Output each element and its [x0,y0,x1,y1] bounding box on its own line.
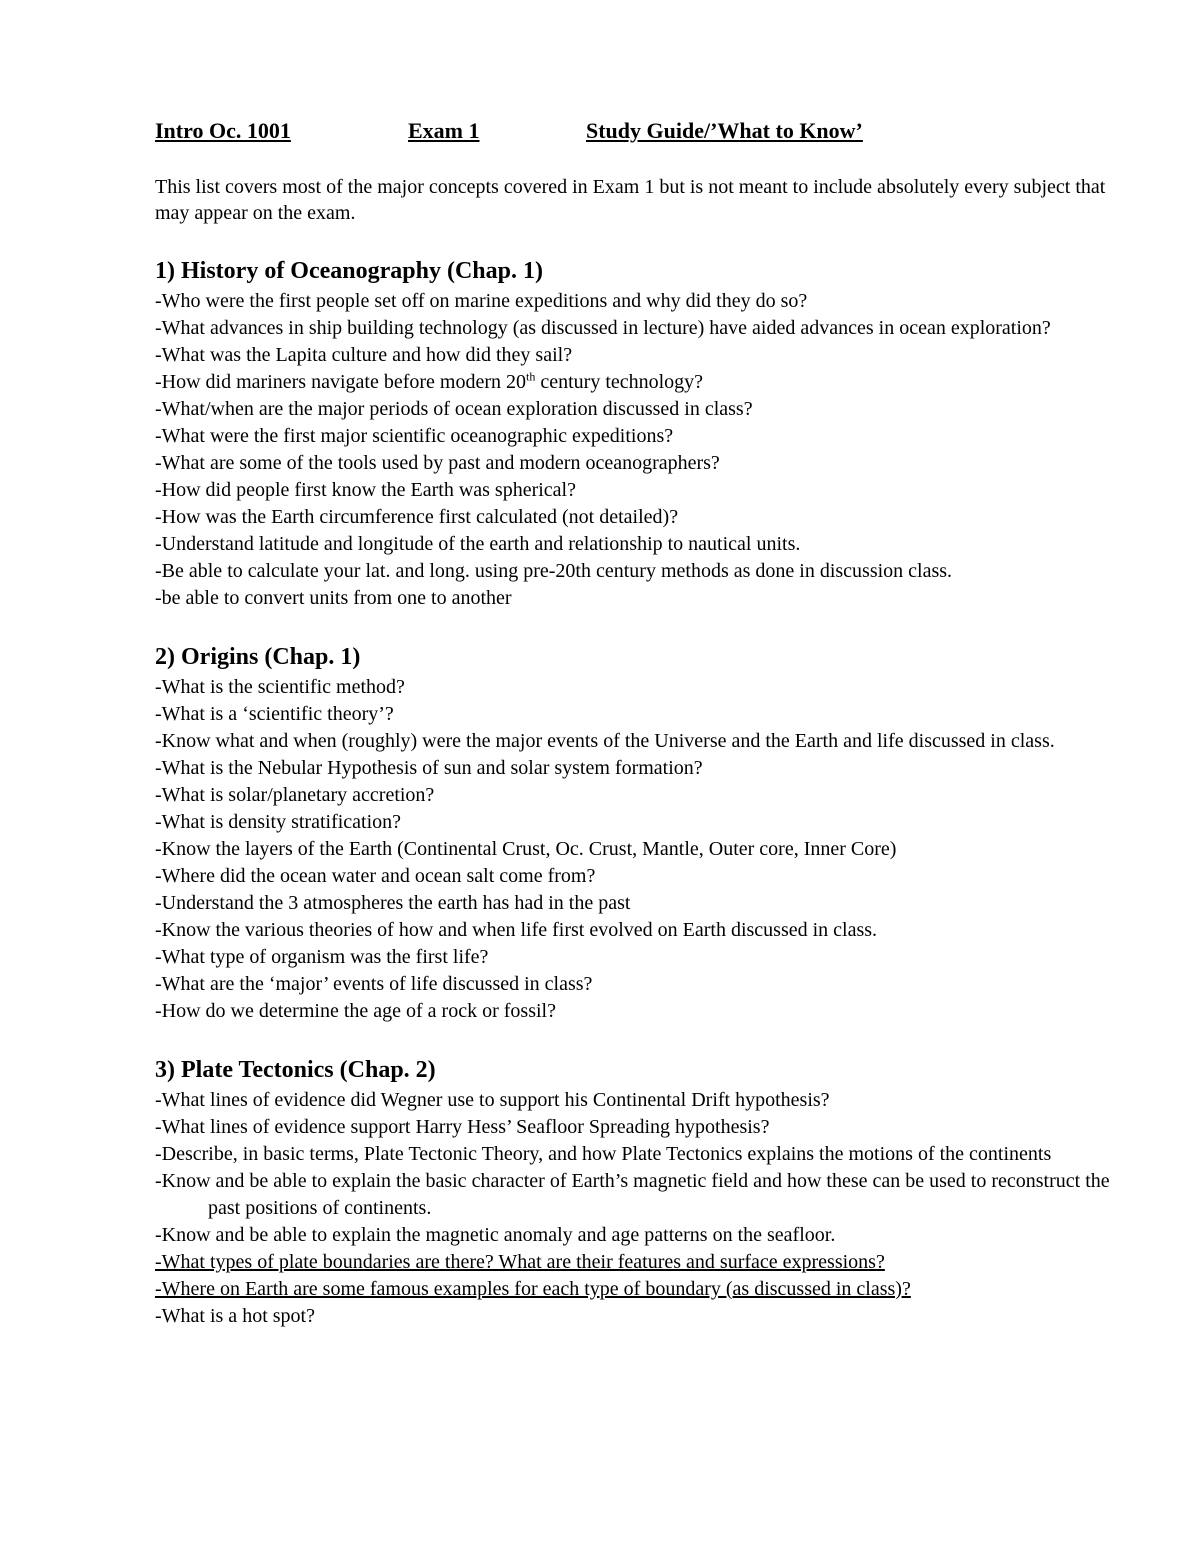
list-item: -Who were the first people set off on marine expeditions and why did they do so? [155,290,808,312]
list-item: -What is the Nebular Hypothesis of sun and solar system formation? [155,757,703,779]
list-item: -What are the ‘major’ events of life discussed in class? [155,973,593,995]
list-item: -Know the layers of the Earth (Continental Crust, Oc. Crust, Mantle, Outer core, Inner Core) [155,838,897,860]
list-item: -Know what and when (roughly) were the major events of the Universe and the Earth and life discussed in class. [155,730,1055,752]
list-item: -What is solar/planetary accretion? [155,784,435,806]
list-item: -What/when are the major periods of ocean exploration discussed in class? [155,398,753,420]
guide-title: Study Guide/’What to Know’ [586,118,863,143]
list-item: -What type of organism was the first life? [155,946,489,968]
intro-paragraph: This list covers most of the major concepts covered in Exam 1 but is not meant to include absolutely every subject that may appear on the exam. [155,176,1106,224]
list-item: -What advances in ship building technology (as discussed in lecture) have aided advances in ocean exploration? [155,317,1051,339]
item-text-end: century technology? [535,371,704,393]
section-2 [155,640,1115,1025]
list-item [155,369,1115,396]
section-3 [155,1053,1115,1330]
list-item: -What is density stratification? [155,811,402,833]
study-guide-page [155,116,1115,1330]
list-item: -Know the various theories of how and when life first evolved on Earth discussed in class. [155,919,878,941]
section-1 [155,254,1115,612]
section-item-list [155,288,1115,612]
course-title: Intro Oc. 1001 [155,118,291,143]
list-item: -What are some of the tools used by past and modern oceanographers? [155,452,720,474]
list-item: -What were the first major scientific oceanographic expeditions? [155,425,674,447]
list-item: -What lines of evidence did Wegner use to support his Continental Drift hypothesis? [155,1089,830,1111]
list-item: -What types of plate boundaries are there? What are their features and surface expressions? [155,1251,885,1273]
list-item: -Understand the 3 atmospheres the earth has had in the past [155,892,631,914]
item-superscript: th [526,369,536,384]
exam-title: Exam 1 [408,118,480,143]
list-item: -What is a ‘scientific theory’? [155,703,394,725]
section-title: 2) Origins (Chap. 1) [155,644,361,670]
list-item: -Where did the ocean water and ocean salt come from? [155,865,596,887]
section-title: 1) History of Oceanography (Chap. 1) [155,258,543,284]
list-item: -How do we determine the age of a rock or fossil? [155,1000,556,1022]
list-item: -Know and be able to explain the basic character of Earth’s magnetic field and how these can be used to reconstruct the past positions of continents. [155,1170,1110,1219]
list-item: -Where on Earth are some famous examples for each type of boundary (as discussed in class)? [155,1278,911,1300]
list-item: -What lines of evidence support Harry Hess’ Seafloor Spreading hypothesis? [155,1116,770,1138]
list-item: -How did people first know the Earth was spherical? [155,479,576,501]
section-item-list [155,674,1115,1025]
item-text-start: -How did mariners navigate before modern 20 [155,371,526,393]
list-item: -be able to convert units from one to another [155,587,512,609]
section-title: 3) Plate Tectonics (Chap. 2) [155,1057,436,1083]
list-item: -Be able to calculate your lat. and long. using pre-20th century methods as done in discussion class. [155,560,953,582]
list-item: -Describe, in basic terms, Plate Tectonic Theory, and how Plate Tectonics explains the motions of the continents [155,1143,1052,1165]
list-item: -How was the Earth circumference first calculated (not detailed)? [155,506,679,528]
list-item: -Understand latitude and longitude of the earth and relationship to nautical units. [155,533,801,555]
list-item: -What is the scientific method? [155,676,405,698]
list-item: -Know and be able to explain the magnetic anomaly and age patterns on the seafloor. [155,1224,836,1246]
list-item: -What was the Lapita culture and how did they sail? [155,344,573,366]
document-header [155,116,933,146]
section-item-list [155,1087,1115,1330]
list-item: -What is a hot spot? [155,1305,315,1327]
sections-container [155,254,1115,1330]
